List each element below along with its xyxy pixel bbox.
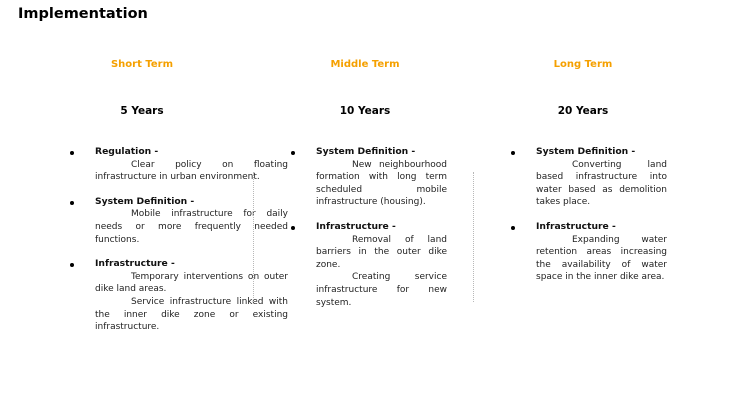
item-heading: System Definition - xyxy=(316,146,416,157)
term-label: Short Term xyxy=(110,59,173,70)
item-text: Mobile infrastructure for daily needs or more frequently needed functions. xyxy=(95,209,288,245)
item-heading: System Definition - xyxy=(536,146,636,157)
page-title: Implementation xyxy=(18,6,148,22)
item-text: Temporary interventions on outer dike land areas. xyxy=(95,271,288,295)
term-label: Long Term xyxy=(553,59,613,70)
list-item xyxy=(536,221,667,284)
item-list xyxy=(95,146,288,346)
term-years: 10 Years xyxy=(339,105,391,117)
item-text: Removal of land barriers in the outer dike zone. xyxy=(316,234,447,270)
item-heading: Infrastructure - xyxy=(95,258,175,270)
bullet-icon xyxy=(511,151,515,155)
list-item xyxy=(316,221,447,309)
column-divider xyxy=(253,172,254,302)
list-item xyxy=(95,196,288,246)
bullet-icon xyxy=(291,226,295,230)
item-text: Creating service infrastructure for new system. xyxy=(316,272,447,308)
bullet-icon xyxy=(70,201,74,205)
item-text: Clear policy on floating infrastructure in urban environment. xyxy=(95,159,288,183)
item-text: Converting land based infrastructure into water based as demolition takes place. xyxy=(536,159,667,208)
item-heading: System Definition - xyxy=(95,195,195,207)
bullet-icon xyxy=(511,226,515,230)
item-list xyxy=(536,146,667,296)
column-divider xyxy=(473,172,474,302)
list-item xyxy=(316,146,447,209)
list-item xyxy=(95,258,288,334)
term-label: Middle Term xyxy=(330,59,400,70)
item-text: Expanding water retention areas increasing the availability of water space in the inner dike area. xyxy=(536,234,667,283)
bullet-icon xyxy=(70,263,74,267)
item-text: Service infrastructure linked with the inner dike zone or existing infrastructure. xyxy=(95,296,288,333)
term-years: 5 Years xyxy=(120,105,164,117)
list-item xyxy=(95,146,288,184)
term-years: 20 Years xyxy=(557,105,609,117)
item-heading: Infrastructure - xyxy=(316,220,396,232)
item-heading: Regulation - xyxy=(95,146,159,157)
bullet-icon xyxy=(70,151,74,155)
item-list xyxy=(316,146,447,321)
bullet-icon xyxy=(291,151,295,155)
list-item xyxy=(536,146,667,209)
item-text: New neighbourhood formation with long term scheduled mobile infrastructure (housing). xyxy=(316,159,447,208)
item-heading: Infrastructure - xyxy=(536,220,616,232)
